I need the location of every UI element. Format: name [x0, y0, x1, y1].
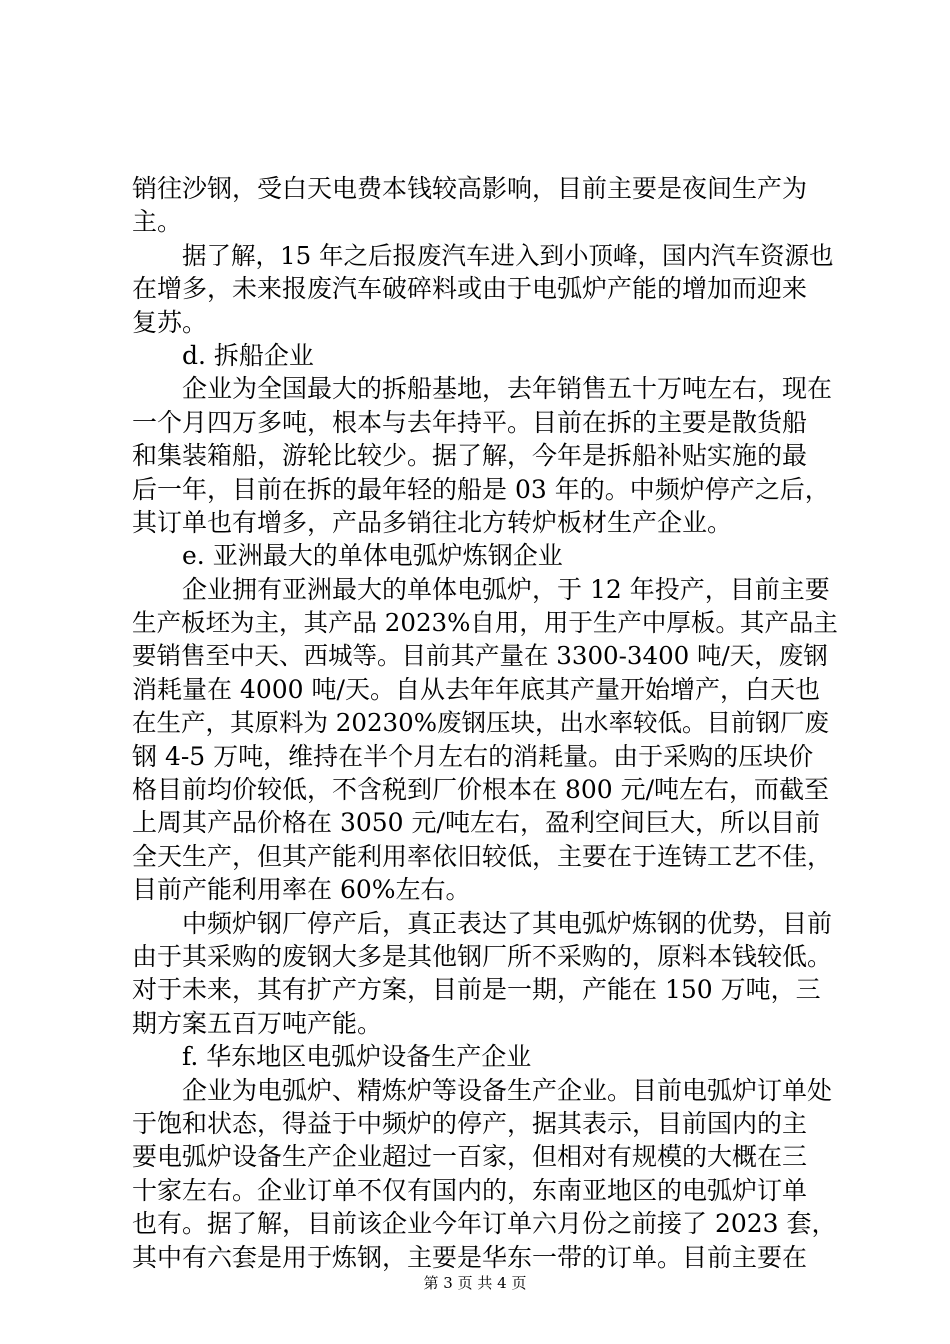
- text-line: 期方案五百万吨产能。: [132, 1008, 383, 1038]
- text-line: 格目前均价较低，不含税到厂价根本在 800 元/吨左右，而截至: [132, 775, 830, 805]
- text-line: 一个月四万多吨，根本与去年持平。目前在拆的主要是散货船: [132, 407, 808, 437]
- text-line: 于饱和状态，得益于中频炉的停产，据其表示，目前国内的主: [132, 1108, 808, 1138]
- text-line: d. 拆船企业: [182, 340, 314, 370]
- text-line: 企业为全国最大的拆船基地，去年销售五十万吨左右，现在: [182, 374, 833, 404]
- text-line: 目前产能利用率在 60%左右。: [132, 875, 471, 905]
- text-line: 也有。据了解，目前该企业今年订单六月份之前接了 2023 套，: [132, 1209, 837, 1239]
- page-footer: 第 3 页 共 4 页: [423, 1274, 527, 1292]
- text-line: 在生产，其原料为 20230%废钢压块，出水率较低。目前钢厂废: [132, 708, 830, 738]
- text-line: 在增多，未来报废汽车破碎料或由于电弧炉产能的增加而迎来: [132, 274, 808, 304]
- text-line: 据了解，15 年之后报废汽车进入到小顶峰，国内汽车资源也: [182, 240, 834, 270]
- text-line: e. 亚洲最大的单体电弧炉炼钢企业: [182, 541, 563, 571]
- text-line: 对于未来，其有扩产方案，目前是一期，产能在 150 万吨，三: [132, 975, 821, 1005]
- text-line: 中频炉钢厂停产后，真正表达了其电弧炉炼钢的优势，目前: [182, 908, 833, 938]
- text-line: 后一年，目前在拆的最年轻的船是 03 年的。中频炉停产之后，: [132, 474, 830, 504]
- document-body: [132, 172, 837, 1274]
- text-line: 主。: [132, 207, 183, 237]
- text-line: 复苏。: [132, 307, 208, 337]
- text-line: 要电弧炉设备生产企业超过一百家，但相对有规模的大概在三: [132, 1142, 808, 1172]
- text-line: 消耗量在 4000 吨/天。自从去年年底其产量开始增产，白天也: [132, 674, 820, 704]
- text-line: 销往沙钢，受白天电费本钱较高影响，目前主要是夜间生产为: [132, 174, 808, 203]
- text-line: 上周其产品价格在 3050 元/吨左右，盈利空间巨大，所以目前: [132, 808, 820, 838]
- text-line: 全天生产，但其产能利用率依旧较低，主要在于连铸工艺不佳，: [132, 841, 833, 871]
- text-line: 生产板坯为主，其产品 2023%自用，用于生产中厚板。其产品主: [132, 608, 838, 638]
- text-line: 要销售至中天、西城等。目前其产量在 3300-3400 吨/天，废钢: [132, 641, 828, 671]
- text-line: 十家左右。企业订单不仅有国内的，东南亚地区的电弧炉订单: [132, 1175, 808, 1205]
- text-line: f. 华东地区电弧炉设备生产企业: [182, 1042, 532, 1072]
- text-line: 其订单也有增多，产品多销往北方转炉板材生产企业。: [132, 507, 733, 537]
- text-line: 由于其采购的废钢大多是其他钢厂所不采购的，原料本钱较低。: [132, 941, 833, 971]
- text-line: 和集装箱船，游轮比较少。据了解，今年是拆船补贴实施的最: [132, 441, 808, 471]
- text-line: 企业拥有亚洲最大的单体电弧炉，于 12 年投产，目前主要: [182, 574, 830, 604]
- text-line: 企业为电弧炉、精炼炉等设备生产企业。目前电弧炉订单处: [182, 1075, 833, 1105]
- text-line: 其中有六套是用于炼钢，主要是华东一带的订单。目前主要在: [132, 1242, 808, 1272]
- text-line: 钢 4-5 万吨，维持在半个月左右的消耗量。由于采购的压块价: [132, 741, 814, 771]
